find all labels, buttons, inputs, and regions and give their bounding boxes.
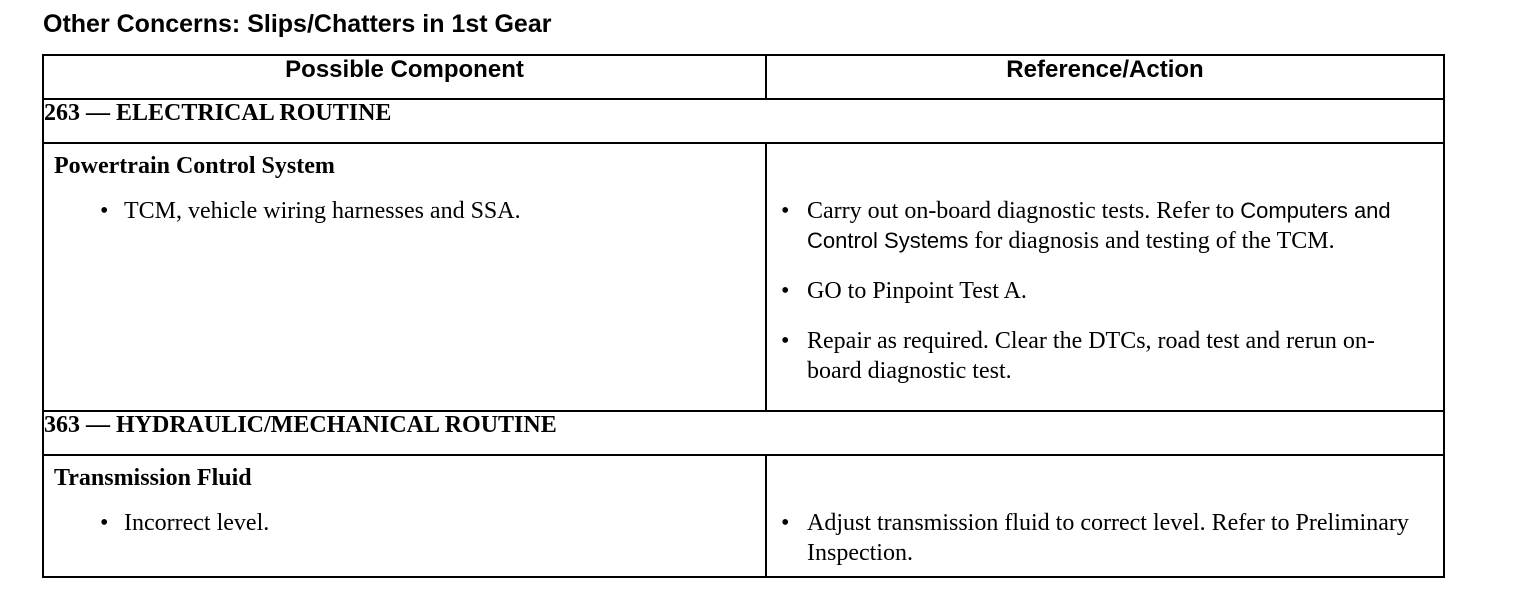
table-row [43,143,1444,411]
action-text: for diagnosis and testing of the TCM. [968,228,1335,254]
component-item [44,508,765,538]
action-item [767,326,1443,386]
page-title: Other Concerns: Slips/Chatters in 1st Gear [43,10,552,38]
table-row [43,455,1444,577]
action-item [767,508,1443,568]
possible-component-cell [43,143,766,411]
bullet-icon: • [100,198,109,224]
routine-row-hydraulic-mechanical [43,411,1444,455]
action-text: Repair as required. Clear the DTCs, road test and rerun on-board diagnostic test. [807,328,1375,384]
bullet-icon: • [781,278,790,304]
routine-heading: 263 — ELECTRICAL ROUTINE [43,99,1444,143]
bullet-icon: • [781,510,790,536]
table-header-row [43,55,1444,99]
component-name: Transmission Fluid [54,465,252,491]
column-header-reference-action: Reference/Action [766,55,1444,99]
action-text: Adjust transmission fluid to correct level. Refer to Preliminary Inspection. [807,510,1409,566]
action-item [767,276,1443,306]
component-item-text: TCM, vehicle wiring harnesses and SSA. [124,198,521,224]
component-item-text: Incorrect level. [124,510,270,536]
reference-action-cell [766,143,1444,411]
component-name: Powertrain Control System [54,153,335,179]
action-text: GO to Pinpoint Test A. [807,278,1027,304]
bullet-icon: • [781,198,790,224]
component-item [44,196,765,226]
bullet-icon: • [100,510,109,536]
reference-action-cell [766,455,1444,577]
action-item [767,196,1443,256]
diagnosis-table [42,54,1445,578]
routine-row-electrical [43,99,1444,143]
bullet-icon: • [781,328,790,354]
routine-heading: 363 — HYDRAULIC/MECHANICAL ROUTINE [43,411,1444,455]
column-header-possible-component: Possible Component [43,55,766,99]
reference-link[interactable]: Computers and Control Systems [807,198,1391,253]
possible-component-cell [43,455,766,577]
action-text: Carry out on-board diagnostic tests. Refer to [807,198,1235,224]
